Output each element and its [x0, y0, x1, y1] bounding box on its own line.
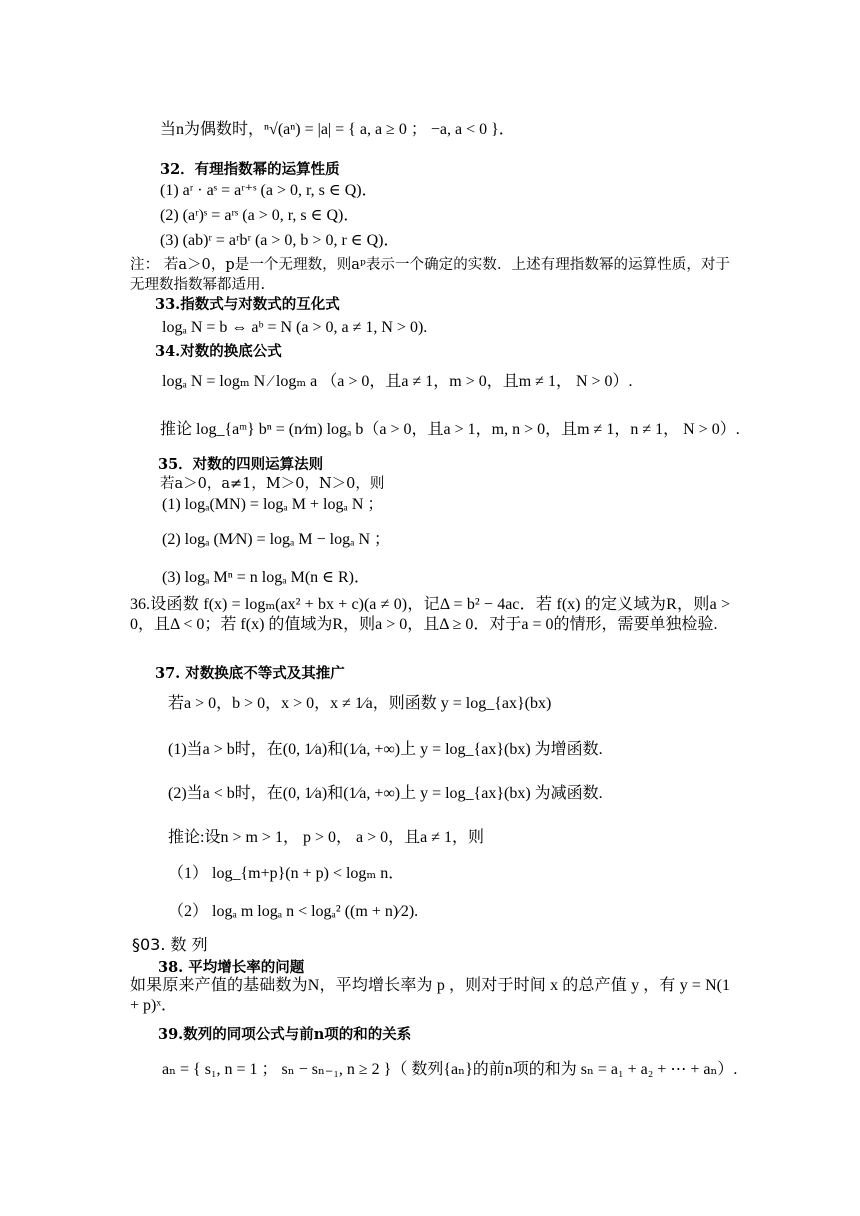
heading-38: 38. 平均增长率的问题	[158, 959, 305, 976]
corollary-37: 推论:设n > m > 1， p > 0， a > 0，且a ≠ 1，则	[168, 829, 484, 846]
corollary-base: 推论 log_{aᵐ} bⁿ = (n⁄m) logₐ b（a > 0，且a > 1，m, n > 0，且m ≠ 1，n ≠ 1， N > 0）.	[160, 421, 740, 438]
log-rule-2: (2) logₐ (M⁄N) = logₐ M − logₐ N ；	[162, 531, 391, 548]
decreasing-case: (2)当a < b时，在(0, 1⁄a)和(1⁄a, +∞)上 y = log_{ax}(bx) 为减函数.	[168, 785, 603, 802]
heading-34: 34.对数的换底公式	[155, 343, 282, 360]
corollary-37-2: （2） logₐ m logₐ n < logₐ² ((m + n)⁄2).	[168, 903, 419, 920]
rule-2: (2) (aʳ)ˢ = aʳˢ (a > 0, r, s ∈ Q)．	[160, 207, 360, 224]
sequence-sum-relation: aₙ = { s₁, n = 1 ； sₙ − sₙ₋₁, n ≥ 2 }（ 数列{aₙ}的前n项的和为 sₙ = a₁ + a₂ + ⋯ + aₙ）.	[162, 1061, 738, 1078]
heading-37: 37. 对数换底不等式及其推广	[155, 665, 345, 682]
increasing-case: (1)当a > b时，在(0, 1⁄a)和(1⁄a, +∞)上 y = log_{ax}(bx) 为增函数.	[168, 741, 603, 758]
note-irrational: 注： 若a＞0，p是一个无理数，则aᵖ表示一个确定的实数．上述有理指数幂的运算性质，对于无理数指数幂都适用.	[130, 257, 730, 293]
heading-33: 33.指数式与对数式的互化式	[155, 296, 340, 313]
heading-39: 39.数列的同项公式与前n项的和的关系	[158, 1026, 412, 1043]
heading-35: 35．对数的四则运算法则	[158, 456, 324, 473]
corollary-37-1: （1） log_{m+p}(n + p) < logₘ n．	[168, 865, 405, 882]
exp-log-conversion: logₐ N = b ⇔ aᵇ = N (a > 0, a ≠ 1, N > 0).	[162, 319, 428, 336]
function-def: 若a > 0，b > 0，x > 0，x ≠ 1⁄a，则函数 y = log_{ax}(bx)	[168, 695, 552, 712]
growth-rate-text: 如果原来产值的基础数为N，平均增长率为 p ，则对于时间 x 的总产值 y ，有 y = N(1 + p)ˣ．	[130, 977, 730, 1014]
item-36: 36.设函数 f(x) = logₘ(ax² + bx + c)(a ≠ 0)，记Δ = b² − 4ac．若 f(x) 的定义域为R，则a > 0，且Δ < 0；若 f(x) 的值域为R，则a > 0，且Δ ≥ 0．对于a = 0的情形，需要单独检验.	[130, 596, 730, 633]
even-root-line: 当n为偶数时，ⁿ√(aⁿ) = |a| = { a, a ≥ 0 ； −a, a < 0 }．	[160, 121, 515, 138]
rule-3: (3) (ab)ʳ = aʳbʳ (a > 0, b > 0, r ∈ Q)．	[160, 232, 400, 249]
section-03-title: §03. 数 列	[132, 935, 208, 954]
log-rule-3: (3) logₐ Mⁿ = n logₐ M(n ∈ R)．	[162, 569, 370, 586]
condition-line: 若a＞0，a≠1，M＞0，N＞0，则	[160, 476, 385, 492]
log-rule-1: (1) logₐ(MN) = logₐ M + logₐ N ；	[162, 496, 384, 513]
heading-32: 32．有理指数幂的运算性质	[160, 161, 340, 178]
change-of-base: logₐ N = logₘ N ⁄ logₘ a （a > 0，且a ≠ 1，m > 0，且m ≠ 1， N > 0）.	[162, 373, 633, 390]
rule-1: (1) aʳ · aˢ = aʳ⁺ˢ (a > 0, r, s ∈ Q)．	[160, 182, 378, 199]
